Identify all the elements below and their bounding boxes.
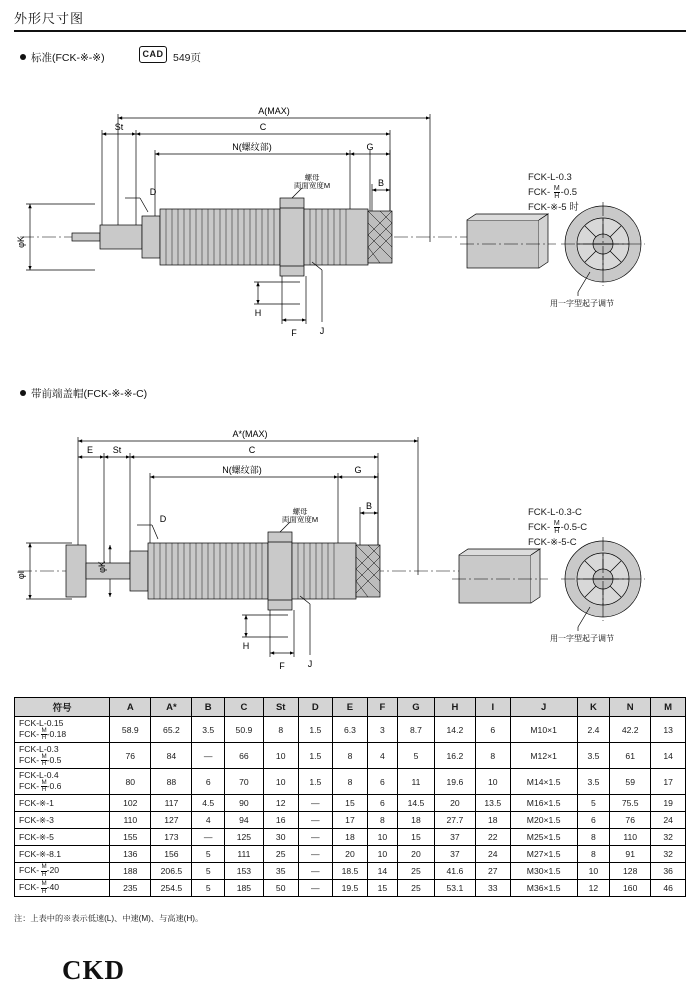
model-item: FCK- M H -0.5-C [528, 520, 588, 535]
table-cell-b: 3.5 [192, 717, 224, 743]
table-cell-a: 76 [110, 743, 151, 769]
table-cell-n: 42.2 [610, 717, 651, 743]
table-cell-d: — [298, 812, 333, 829]
table-cell-a: 80 [110, 769, 151, 795]
table-cell-f: 8 [367, 812, 397, 829]
spec-table [14, 697, 686, 897]
row-symbol: FCK- M H -20 [15, 863, 110, 880]
table-cell-f: 10 [367, 829, 397, 846]
table-cell-a: 110 [110, 812, 151, 829]
table-cell-e: 20 [333, 846, 368, 863]
table-cell-d: 1.5 [298, 743, 333, 769]
table-cell-f: 4 [367, 743, 397, 769]
table-cell-m: 24 [651, 812, 686, 829]
table-cell-h: 27.7 [434, 812, 475, 829]
table-cell-h: 19.6 [434, 769, 475, 795]
bullet-icon [20, 390, 26, 396]
table-row [15, 812, 686, 829]
model-item: FCK-※-5-C [528, 537, 577, 549]
col-st: St [263, 698, 298, 717]
table-cell-a: 155 [110, 829, 151, 846]
col-symbol: 符号 [15, 698, 110, 717]
dim-f: F [291, 328, 297, 338]
row-symbol: FCK-※-8.1 [15, 846, 110, 863]
table-cell-a: 102 [110, 795, 151, 812]
col-a: A [110, 698, 151, 717]
table-cell-b: 5 [192, 863, 224, 880]
table-cell-e: 15 [333, 795, 368, 812]
table-cell-h: 53.1 [434, 880, 475, 897]
dim-n: N(螺纹部) [222, 465, 262, 475]
table-cell-g: 20 [398, 846, 435, 863]
row-symbol: FCK-※-5 [15, 829, 110, 846]
nut-label-line2: 両面宽度M [281, 515, 319, 524]
dim-h: H [254, 308, 262, 318]
table-cell-b: 6 [192, 769, 224, 795]
dim-d: D [149, 187, 157, 197]
table-cell-st: 10 [263, 743, 298, 769]
table-cell-k: 6 [577, 812, 609, 829]
table-cell-b: 5 [192, 846, 224, 863]
ckd-logo: CKD [62, 955, 125, 985]
table-cell-g: 15 [398, 829, 435, 846]
page-title: 外形尺寸图 [14, 11, 85, 26]
table-cell-j: M14×1.5 [510, 769, 577, 795]
table-cell-f: 3 [367, 717, 397, 743]
adjust-note-2: 用一字型起子调节 [550, 634, 614, 643]
table-cell-i: 27 [475, 863, 510, 880]
table-cell-a: 65.2 [151, 717, 192, 743]
frac-mh: M H [553, 185, 560, 200]
table-cell-j: M30×1.5 [510, 863, 577, 880]
table-cell-n: 59 [610, 769, 651, 795]
table-row [15, 880, 686, 897]
table-cell-d: — [298, 846, 333, 863]
table-cell-a: 156 [151, 846, 192, 863]
table-cell-c: 70 [224, 769, 263, 795]
row-symbol: FCK- M H -40 [15, 880, 110, 897]
table-cell-e: 17 [333, 812, 368, 829]
header-rule [14, 30, 686, 32]
table-cell-m: 14 [651, 743, 686, 769]
table-cell-k: 5 [577, 795, 609, 812]
table-cell-st: 12 [263, 795, 298, 812]
table-cell-j: M27×1.5 [510, 846, 577, 863]
table-cell-st: 8 [263, 717, 298, 743]
dim-e: E [86, 445, 94, 455]
table-cell-a: 136 [110, 846, 151, 863]
table-cell-j: M36×1.5 [510, 880, 577, 897]
dim-n: N(螺纹部) [232, 142, 272, 152]
table-cell-g: 8.7 [398, 717, 435, 743]
table-cell-g: 11 [398, 769, 435, 795]
table-cell-n: 110 [610, 829, 651, 846]
table-cell-st: 35 [263, 863, 298, 880]
table-cell-h: 20 [434, 795, 475, 812]
table-cell-f: 6 [367, 769, 397, 795]
row-symbol: FCK-L-0.4 FCK- M H -0.6 [15, 769, 110, 795]
model-item: FCK-※-5 时 [528, 202, 579, 214]
table-note: 注：上表中的※表示低速(L)、中速(M)、与高速(H)。 [14, 914, 204, 923]
table-cell-n: 75.5 [610, 795, 651, 812]
table-cell-i: 13.5 [475, 795, 510, 812]
table-cell-e: 6.3 [333, 717, 368, 743]
table-cell-g: 5 [398, 743, 435, 769]
table-cell-c: 125 [224, 829, 263, 846]
table-cell-d: — [298, 863, 333, 880]
page-header [14, 8, 686, 32]
model-item: FCK-L-0.3 [528, 172, 572, 183]
nut-label-line1: 螺母 [304, 173, 320, 182]
table-cell-f: 6 [367, 795, 397, 812]
col-h: H [434, 698, 475, 717]
cad-badge: CAD [139, 46, 167, 63]
dim-st: St [114, 122, 124, 132]
dim-st: St [112, 445, 122, 455]
model-list-with-cap [528, 505, 587, 550]
col-n: N [610, 698, 651, 717]
dim-a-max: A(MAX) [258, 106, 290, 116]
frac-mh: M H [41, 778, 47, 793]
table-cell-a: 173 [151, 829, 192, 846]
table-cell-c: 90 [224, 795, 263, 812]
table-cell-f: 10 [367, 846, 397, 863]
dim-b: B [377, 178, 385, 188]
table-cell-st: 30 [263, 829, 298, 846]
table-cell-k: 8 [577, 846, 609, 863]
table-cell-n: 91 [610, 846, 651, 863]
table-cell-c: 111 [224, 846, 263, 863]
table-cell-h: 14.2 [434, 717, 475, 743]
frac-mh: M H [41, 880, 47, 895]
table-cell-d: 1.5 [298, 769, 333, 795]
table-cell-a: 127 [151, 812, 192, 829]
spec-table-wrap [14, 697, 686, 897]
table-cell-b: — [192, 743, 224, 769]
table-cell-j: M25×1.5 [510, 829, 577, 846]
table-cell-e: 18 [333, 829, 368, 846]
table-cell-i: 8 [475, 743, 510, 769]
table-row [15, 846, 686, 863]
table-cell-n: 160 [610, 880, 651, 897]
dim-phi-i-label: φI [16, 570, 26, 580]
dim-j: J [307, 659, 313, 669]
table-cell-d: — [298, 880, 333, 897]
table-cell-e: 8 [333, 769, 368, 795]
table-row [15, 829, 686, 846]
table-cell-i: 33 [475, 880, 510, 897]
table-cell-a: 206.5 [151, 863, 192, 880]
table-cell-c: 185 [224, 880, 263, 897]
frac-mh: M H [41, 726, 47, 741]
section-1-label: 标准(FCK-※-※) [20, 50, 105, 65]
cad-page-ref: 549页 [173, 52, 202, 64]
table-cell-m: 32 [651, 846, 686, 863]
table-cell-j: M20×1.5 [510, 812, 577, 829]
model-list-standard [528, 170, 579, 215]
dim-c: C [259, 122, 267, 132]
table-cell-e: 19.5 [333, 880, 368, 897]
dim-j: J [319, 326, 325, 336]
model-item: FCK- M H -0.5 [528, 185, 578, 200]
table-cell-c: 50.9 [224, 717, 263, 743]
table-cell-st: 50 [263, 880, 298, 897]
table-row [15, 743, 686, 769]
col-b: B [192, 698, 224, 717]
table-cell-j: M12×1 [510, 743, 577, 769]
col-f: F [367, 698, 397, 717]
table-cell-h: 37 [434, 846, 475, 863]
dim-g: G [354, 465, 362, 475]
table-cell-d: — [298, 795, 333, 812]
table-cell-f: 15 [367, 880, 397, 897]
table-cell-st: 16 [263, 812, 298, 829]
table-cell-g: 25 [398, 880, 435, 897]
table-cell-h: 16.2 [434, 743, 475, 769]
table-cell-m: 46 [651, 880, 686, 897]
table-cell-j: M10×1 [510, 717, 577, 743]
dim-phi-k-label: φK [97, 561, 107, 573]
table-cell-k: 12 [577, 880, 609, 897]
table-cell-g: 25 [398, 863, 435, 880]
table-cell-g: 18 [398, 812, 435, 829]
table-cell-d: 1.5 [298, 717, 333, 743]
table-body [15, 717, 686, 897]
table-cell-j: M16×1.5 [510, 795, 577, 812]
table-row [15, 863, 686, 880]
nut-label-line1: 螺母 [292, 507, 308, 516]
dim-b: B [365, 501, 373, 511]
table-cell-m: 17 [651, 769, 686, 795]
table-cell-c: 153 [224, 863, 263, 880]
table-cell-k: 3.5 [577, 769, 609, 795]
col-g: G [398, 698, 435, 717]
dim-d: D [159, 514, 167, 524]
row-symbol: FCK-※-1 [15, 795, 110, 812]
dim-a-star-max: A*(MAX) [232, 429, 268, 439]
table-cell-b: 5 [192, 880, 224, 897]
table-cell-i: 6 [475, 717, 510, 743]
table-cell-b: 4 [192, 812, 224, 829]
table-cell-h: 41.6 [434, 863, 475, 880]
table-cell-a: 254.5 [151, 880, 192, 897]
row-symbol: FCK-※-3 [15, 812, 110, 829]
table-cell-a: 117 [151, 795, 192, 812]
table-cell-n: 61 [610, 743, 651, 769]
table-cell-c: 66 [224, 743, 263, 769]
table-row [15, 769, 686, 795]
drawing-standard [0, 92, 700, 362]
col-e: E [333, 698, 368, 717]
section-2-label: 带前端盖帽(FCK-※-※-C) [20, 386, 147, 401]
table-row [15, 717, 686, 743]
col-a-star: A* [151, 698, 192, 717]
frac-mh: M H [41, 752, 47, 767]
dim-h: H [242, 641, 250, 651]
frac-mh: M H [41, 863, 47, 878]
adjust-note-1: 用一字型起子调节 [550, 299, 614, 308]
col-d: D [298, 698, 333, 717]
table-cell-i: 18 [475, 812, 510, 829]
model-item: FCK-L-0.3-C [528, 507, 582, 518]
row-symbol: FCK-L-0.3 FCK- M H -0.5 [15, 743, 110, 769]
table-cell-m: 13 [651, 717, 686, 743]
table-cell-f: 14 [367, 863, 397, 880]
table-header-row [15, 698, 686, 717]
table-cell-g: 14.5 [398, 795, 435, 812]
table-cell-a: 88 [151, 769, 192, 795]
table-cell-st: 25 [263, 846, 298, 863]
table-cell-k: 8 [577, 829, 609, 846]
table-cell-h: 37 [434, 829, 475, 846]
dim-phi-k-label: φK [16, 236, 26, 248]
table-cell-i: 10 [475, 769, 510, 795]
drawing-with-cap [0, 415, 700, 690]
frac-mh: M H [553, 520, 560, 535]
col-k: K [577, 698, 609, 717]
table-cell-e: 8 [333, 743, 368, 769]
table-cell-k: 2.4 [577, 717, 609, 743]
dim-f: F [279, 661, 285, 671]
table-cell-c: 94 [224, 812, 263, 829]
table-cell-b: — [192, 829, 224, 846]
table-cell-a: 58.9 [110, 717, 151, 743]
table-cell-m: 19 [651, 795, 686, 812]
table-row [15, 795, 686, 812]
table-cell-e: 18.5 [333, 863, 368, 880]
table-cell-st: 10 [263, 769, 298, 795]
table-cell-a: 188 [110, 863, 151, 880]
dim-g: G [366, 142, 374, 152]
col-c: C [224, 698, 263, 717]
table-cell-n: 128 [610, 863, 651, 880]
table-cell-a: 235 [110, 880, 151, 897]
table-cell-i: 22 [475, 829, 510, 846]
bullet-icon [20, 54, 26, 60]
nut-label-line2: 両面宽度M [293, 181, 331, 190]
table-cell-k: 3.5 [577, 743, 609, 769]
table-cell-m: 36 [651, 863, 686, 880]
table-cell-n: 76 [610, 812, 651, 829]
table-cell-m: 32 [651, 829, 686, 846]
row-symbol: FCK-L-0.15 FCK- M H -0.18 [15, 717, 110, 743]
col-j: J [510, 698, 577, 717]
dim-c: C [248, 445, 256, 455]
table-cell-a: 84 [151, 743, 192, 769]
col-i: I [475, 698, 510, 717]
table-cell-d: — [298, 829, 333, 846]
col-m: M [651, 698, 686, 717]
table-cell-b: 4.5 [192, 795, 224, 812]
table-cell-k: 10 [577, 863, 609, 880]
table-cell-i: 24 [475, 846, 510, 863]
